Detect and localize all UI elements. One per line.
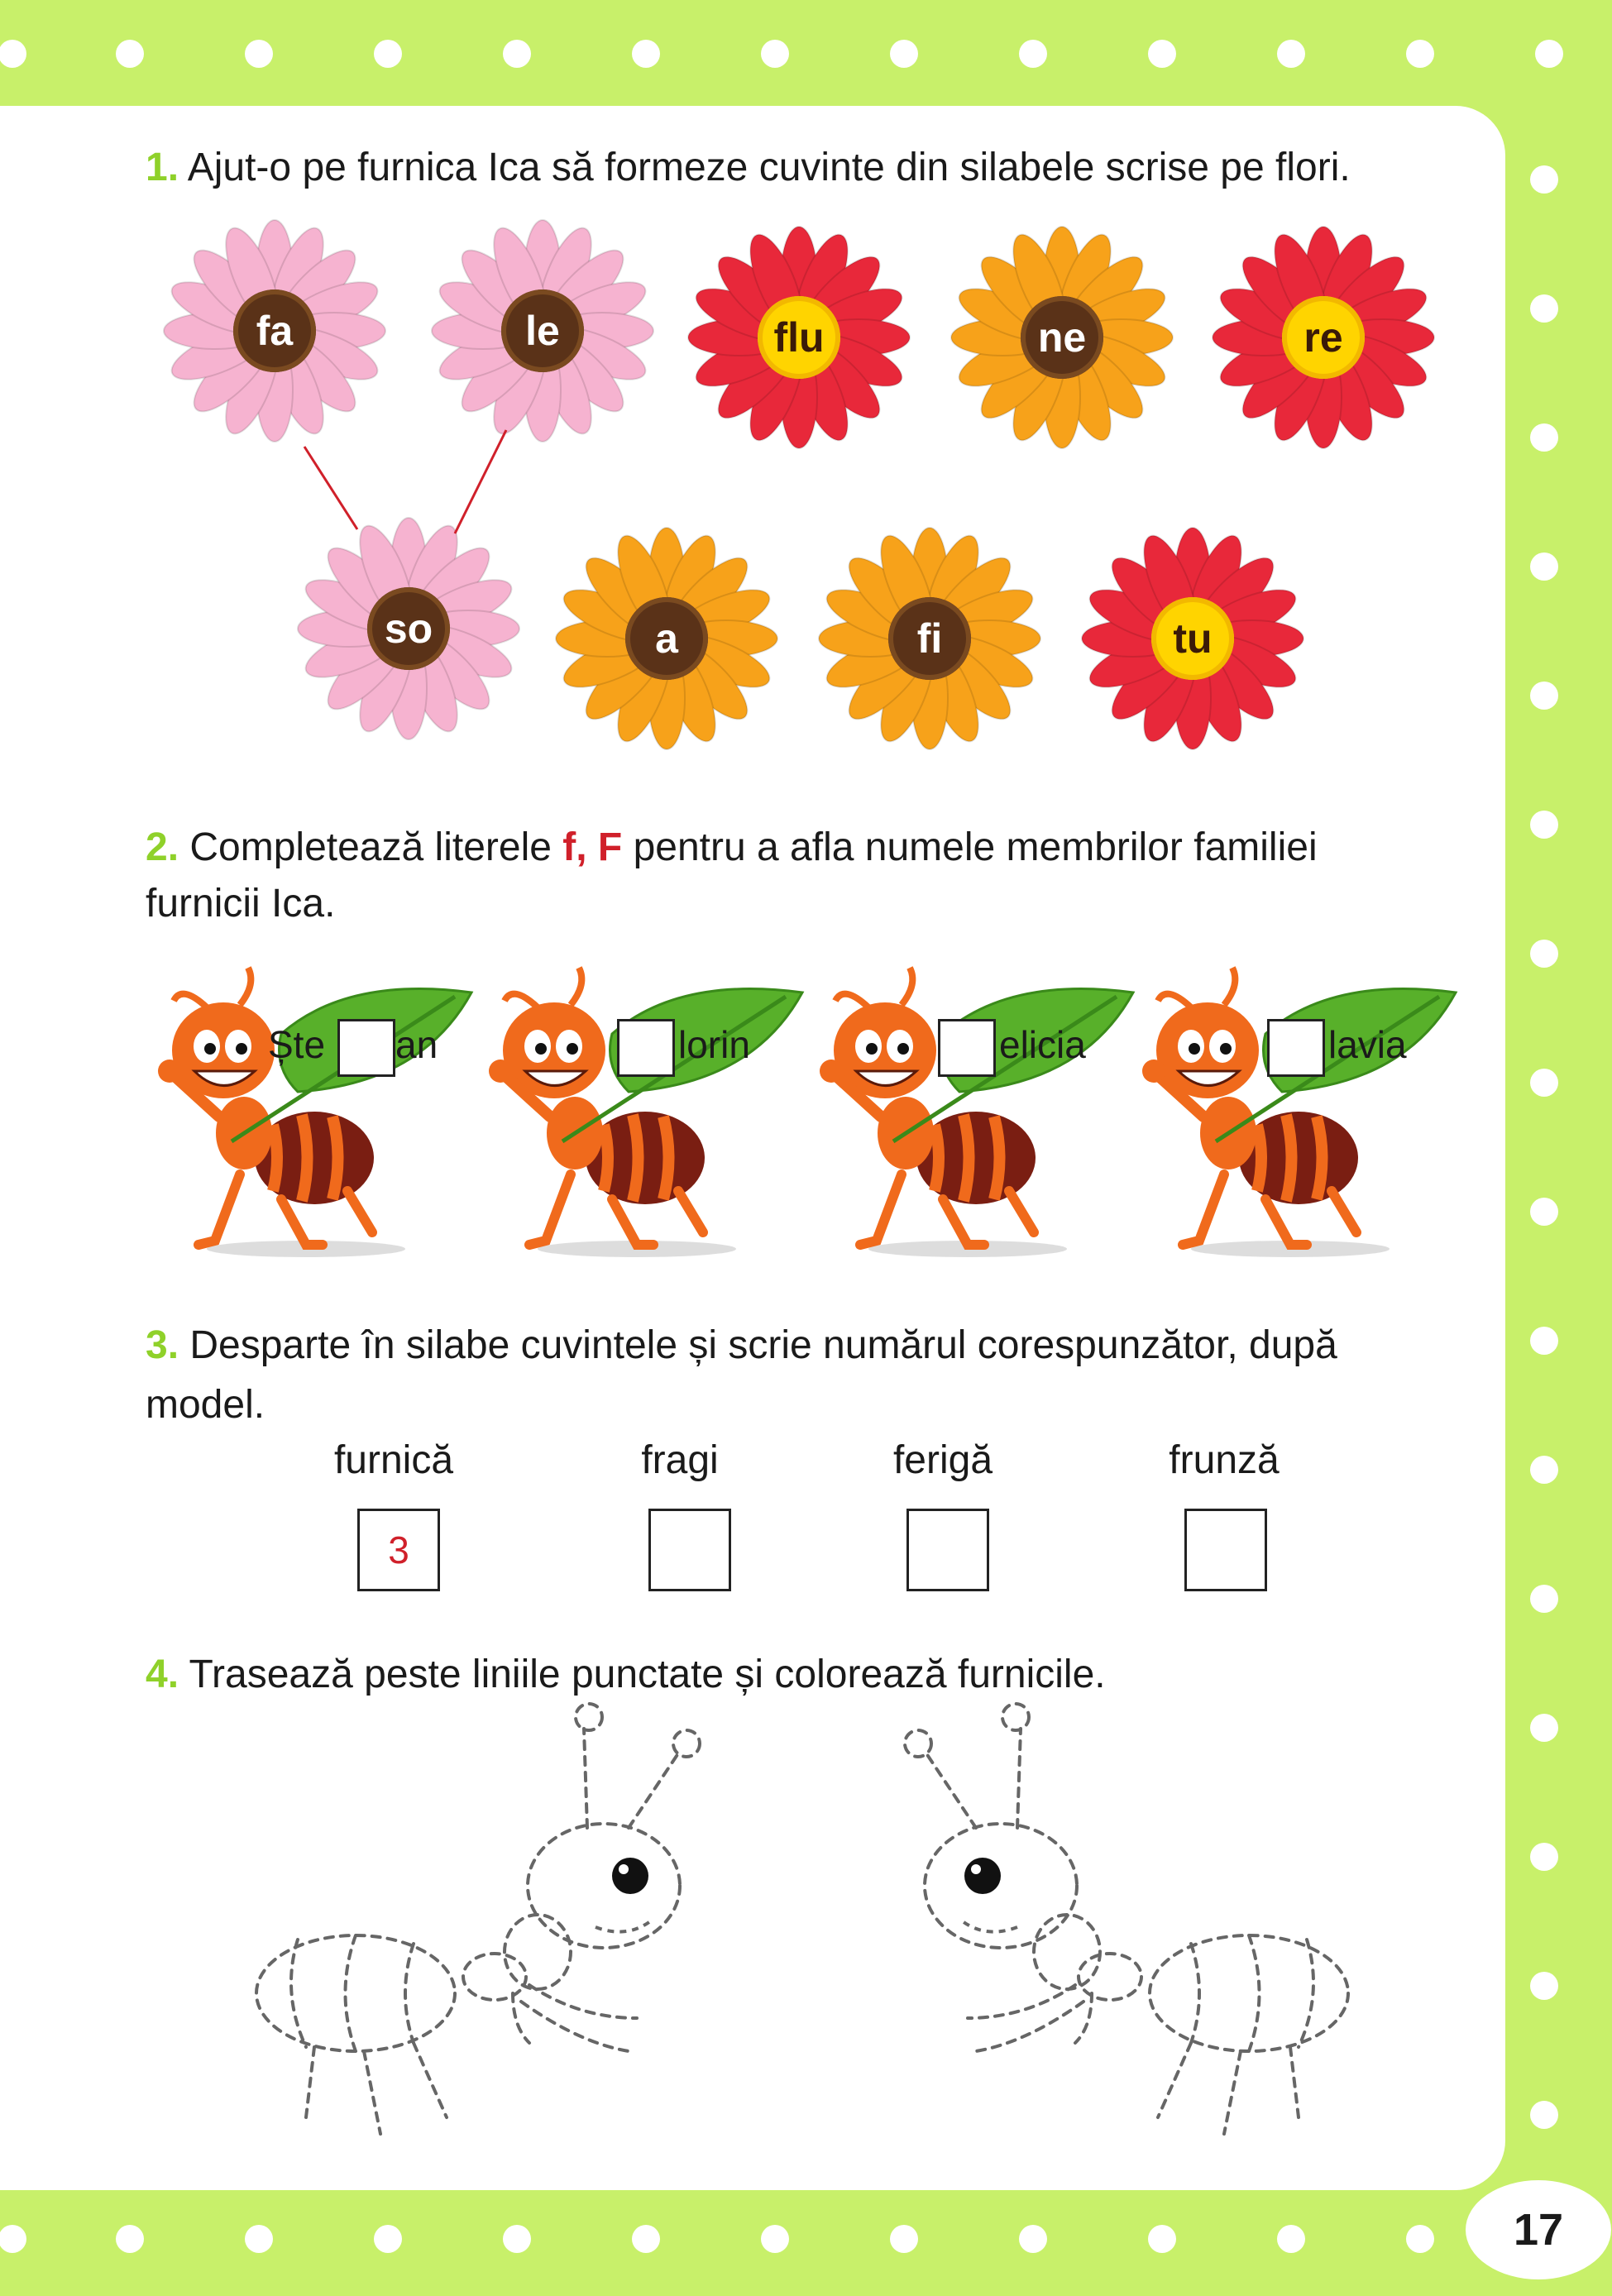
eye-highlight xyxy=(619,1864,629,1874)
syllable-a[interactable]: a xyxy=(625,597,708,680)
ant-stripe-outline xyxy=(1249,1935,1260,2051)
syllable-tu[interactable]: tu xyxy=(1151,597,1234,680)
eye-icon xyxy=(964,1858,1001,1894)
exercise-4-number: 4. xyxy=(146,1653,179,1696)
traceable-ant-left[interactable] xyxy=(256,1704,700,2134)
antenna-outline xyxy=(584,1729,587,1828)
ant-abdomen-outline xyxy=(256,1935,455,2051)
word-furnica: furnică xyxy=(333,1438,454,1482)
ant-abdomen-outline xyxy=(1150,1935,1348,2051)
exercise-2-instruction-line2: furnicii Ica. xyxy=(146,882,336,926)
antenna-tip-outline xyxy=(673,1730,700,1757)
exercise-2-text-b: pentru a afla numele membrilor familiei xyxy=(622,825,1318,869)
exercise-3-text: Desparte în silabe cuvintele și scrie numărul corespunzător, după xyxy=(189,1323,1337,1367)
smile-outline xyxy=(596,1919,653,1932)
word-feriga: ferigă xyxy=(892,1438,993,1482)
ant-head-outline xyxy=(925,1824,1077,1948)
exercise-2-text-a: Completează literele xyxy=(189,825,563,869)
ant-stripe-outline xyxy=(291,1940,306,2047)
exercise-1-text: Ajut-o pe furnica Ica să formeze cuvinte din silabele scrise pe flori. xyxy=(187,146,1351,189)
syllable-ne[interactable]: ne xyxy=(1021,296,1103,379)
antenna-outline xyxy=(629,1753,678,1828)
ant-front-legs-outline xyxy=(513,1985,637,2051)
ant-head-outline xyxy=(528,1824,680,1948)
antenna-outline xyxy=(1017,1729,1021,1828)
eye-icon xyxy=(612,1858,648,1894)
syllable-so[interactable]: so xyxy=(367,587,450,670)
syllable-le[interactable]: le xyxy=(501,289,584,372)
ant-stripe-outline xyxy=(1299,1940,1313,2047)
exercise-4-text: Trasează peste liniile punctate și colorează furnicile. xyxy=(189,1653,1106,1696)
antenna-tip-outline xyxy=(1002,1704,1029,1730)
antenna-outline xyxy=(926,1753,976,1828)
ant-name-2-after: lorin xyxy=(678,1023,750,1066)
syllable-fi[interactable]: fi xyxy=(888,597,971,680)
exercise-2-highlight: f, F xyxy=(562,825,623,869)
antenna-tip-outline xyxy=(905,1730,931,1757)
ant-name-1-before: Ște xyxy=(268,1023,326,1066)
ant-neck-outline xyxy=(1034,1915,1100,1989)
syllable-re[interactable]: re xyxy=(1282,296,1365,379)
eye-highlight xyxy=(971,1864,981,1874)
ant-stripe-outline xyxy=(346,1935,356,2051)
exercise-3-instruction-line2: model. xyxy=(146,1383,265,1427)
exercise-1-number: 1. xyxy=(146,146,179,189)
ant-name-4-after: lavia xyxy=(1328,1023,1407,1066)
exercise-2-number: 2. xyxy=(146,825,179,869)
ant-back-legs-outline xyxy=(1158,2043,1299,2134)
traceable-ant-right[interactable] xyxy=(905,1704,1348,2134)
word-frunza: frunză xyxy=(1169,1438,1280,1482)
ant-waist-outline xyxy=(463,1954,526,2000)
ant-waist-outline xyxy=(1079,1954,1141,2000)
ant-name-1-after: an xyxy=(395,1023,438,1066)
ant-name-3-after: elicia xyxy=(999,1023,1086,1066)
right-ant-face xyxy=(959,1858,1017,1932)
left-ant-face xyxy=(596,1858,653,1932)
syllable-flu[interactable]: flu xyxy=(758,296,840,379)
ant-back-legs-outline xyxy=(306,2043,447,2134)
word-fragi: fragi xyxy=(641,1438,719,1482)
ant-stripe-outline xyxy=(1191,1944,1199,2043)
ant-stripe-outline xyxy=(405,1944,414,2043)
syllable-fa[interactable]: fa xyxy=(233,289,316,372)
page-number: 17 xyxy=(1466,2180,1611,2279)
ant-front-legs-outline xyxy=(968,1985,1092,2051)
antenna-tip-outline xyxy=(576,1704,602,1730)
exercise-3-number: 3. xyxy=(146,1323,179,1367)
ant-neck-outline xyxy=(505,1915,571,1989)
smile-outline xyxy=(959,1919,1017,1932)
answer-box-furnica[interactable]: 3 xyxy=(357,1509,440,1591)
